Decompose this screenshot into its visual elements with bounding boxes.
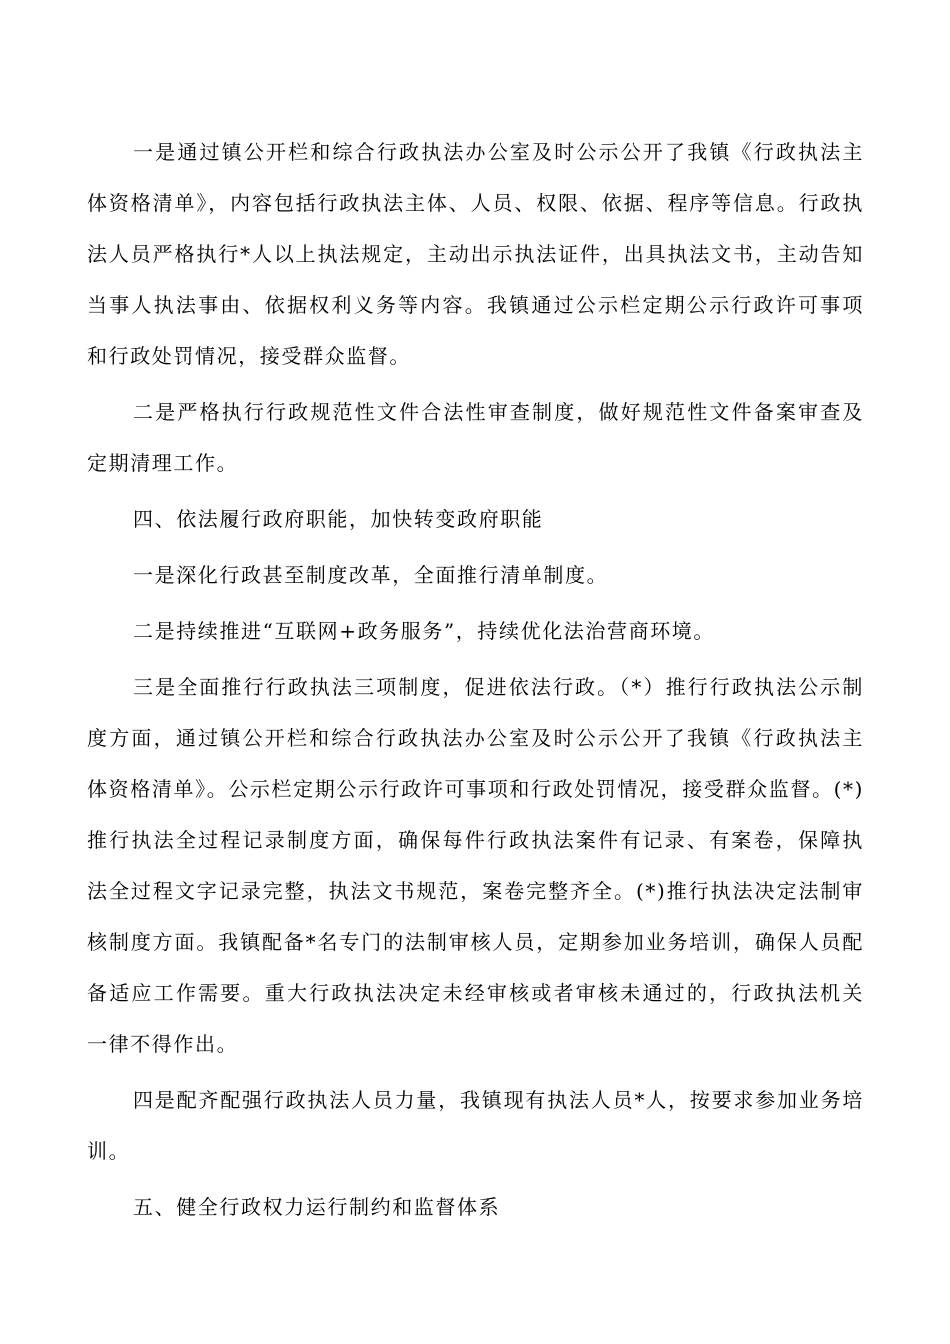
- paragraph-2: 二是严格执行行政规范性文件合法性审查制度，做好规范性文件备案审查及定期清理工作。: [87, 400, 864, 475]
- section-heading-5: 五、健全行政权力运行制约和监督体系: [133, 1195, 501, 1219]
- paragraph-4: 二是持续推进“互联网+政务服务”，持续优化法治营商环境。: [133, 619, 716, 643]
- paragraph-3: 一是深化行政甚至制度改革，全面推行清单制度。: [133, 563, 609, 587]
- paragraph-6: 四是配齐配强行政执法人员力量，我镇现有执法人员*人，按要求参加业务培训。: [87, 1088, 864, 1163]
- paragraph-5: 三是全面推行行政执法三项制度，促进依法行政。（*）推行行政执法公示制度方面，通过镇公开栏和综合行政执法办公室及时公示公开了我镇《行政执法主体资格清单》。公示栏定期公示行政许可事项和行政处罚情况，接受群众监督。(*)推行执法全过程记录制度方面，确保每件行政执法案件有记录、有案卷，保障执法全过程文字记录完整，执法文书规范，案卷完整齐全。(*)推行执法决定法制审核制度方面。我镇配备*名专门的法制审核人员，定期参加业务培训，确保人员配备适应工作需要。重大行政执法决定未经审核或者审核未通过的，行政执法机关一律不得作出。: [87, 675, 864, 1056]
- paragraph-1: 一是通过镇公开栏和综合行政执法办公室及时公示公开了我镇《行政执法主体资格清单》，内容包括行政执法主体、人员、权限、依据、程序等信息。行政执法人员严格执行*人以上执法规定，主动出示执法证件，出具执法文书，主动告知当事人执法事由、依据权利义务等内容。我镇通过公示栏定期公示行政许可事项和行政处罚情况，接受群众监督。: [87, 140, 864, 368]
- section-heading-4: 四、依法履行政府职能，加快转变政府职能: [133, 507, 544, 531]
